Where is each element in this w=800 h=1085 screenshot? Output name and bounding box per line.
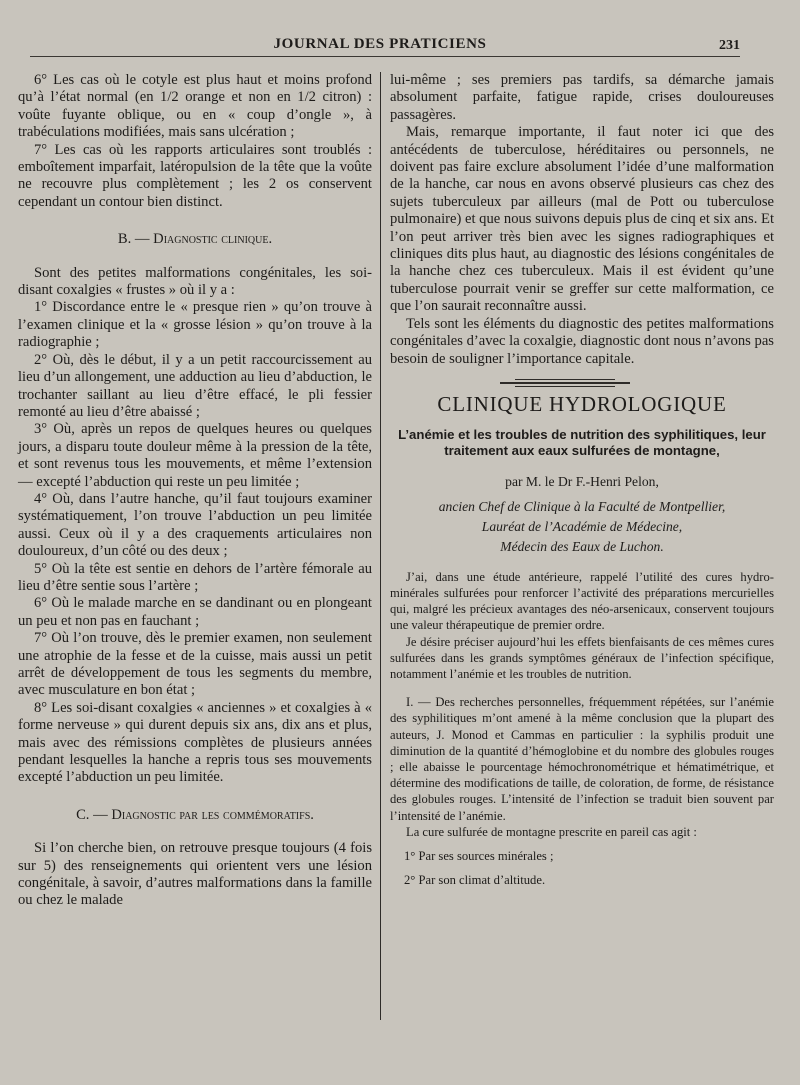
list-item: 2° Par son climat d’altitude.: [404, 873, 546, 888]
article-byline: par M. le Dr F.-Henri Pelon,: [505, 474, 659, 490]
page-number: 231: [719, 38, 740, 53]
list-item: 6° Où le malade marche en se dandinant ou en plongeant un peu et non pas en fauchant ;: [18, 595, 372, 629]
section-b-intro: Sont des petites malformations congénitales, les soi-disant coxalgies « frustes » où il y a :: [18, 264, 372, 299]
paragraph-item-6: 6° Les cas où le cotyle est plus haut et moins profond qu’à l’état normal (en 1/2 orange et non en 1/2 citron) : voûte fuyante oblique, ou en « coup d’ongle », à trabéculations modifiées, mais sans ulcération ;: [18, 72, 372, 141]
affiliation-line: Lauréat de l’Académie de Médecine,: [481, 518, 683, 534]
section-b-heading: B. — Diagnostic clinique.: [117, 231, 273, 248]
right-column: [390, 72, 774, 888]
article-paragraph: La cure sulfurée de montagne prescrite en pareil cas agit :: [406, 824, 697, 839]
list-item: 7° Où l’on trouve, dès le premier examen, non seulement une atrophie de la fesse et de la cuisse, mais aussi un petit arrêt de développement de tous les segments du membre, avec musculature en bon état ;: [18, 630, 372, 699]
list-item: 5° Où la tête est sentie en dehors de l’artère fémorale au lieu d’être sentie sous l’artère ;: [18, 560, 372, 594]
affiliation-line: Médecin des Eaux de Luchon.: [500, 538, 664, 554]
running-header: [0, 30, 800, 60]
article-list: [390, 848, 774, 888]
list-item: 8° Les soi-disant coxalgies « anciennes » et coxalgies à « forme nerveuse » qui durent depuis six ans, dix ans et plus, mais avec des rémissions complètes de plusieurs années pendant lesquelles la hanche a repris tous ses mouvements excepté l’abduction un peu limitée.: [18, 699, 372, 786]
column-divider: [380, 72, 381, 1020]
header-rule: [30, 56, 740, 57]
section-separator: [390, 376, 774, 388]
affiliation-line: ancien Chef de Clinique à la Faculté de Montpellier,: [438, 498, 726, 514]
paragraph-item-7: 7° Les cas où les rapports articulaires sont troublés : emboîtement imparfait, latéropulsion de la tête que la voûte ne recouvre plus complètement ; les 2 os conservent cependant un contour bien distinct.: [18, 141, 372, 210]
article-paragraph: J’ai, dans une étude antérieure, rappelé l’utilité des cures hydro-minérales sulfurées pour renforcer l’activité des préparations mercurielles qui, malgré les précieux avantages des néo-arsenicaux, conservent toujours une valeur thérapeutique de premier ordre.: [390, 569, 774, 633]
journal-title: JOURNAL DES PRATICIENS: [273, 36, 487, 52]
list-item: 4° Où, dans l’autre hanche, qu’il faut toujours examiner systématiquement, l’on trouve l’abduction un peu limitée aussi. Ceux où il y a des craquements articulaires non douloureux, d’un côté ou des deux ;: [18, 490, 372, 560]
list-item: 1° Discordance entre le « presque rien » qu’on trouve à l’examen clinique et la « grosse lésion » qu’on trouve à la radiographie ;: [18, 299, 372, 351]
article-title: L’anémie et les troubles de nutrition des syphilitiques, leur traitement aux eaux sulfurées de montagne,: [398, 427, 766, 459]
paragraph-mais: Mais, remarque importante, il faut noter ici que des antécédents de tuberculose, héréditaires ou personnels, ne doivent pas faire exclure absolument l’idée d’une malformation de la hanche, car nous en avons observé plusieurs cas chez des sujets tuberculeux par ailleurs (mal de Pott ou tuberculose pulmonaire) et que nous suivons depuis plus de cinq et six ans. Et l’on peut arriver très bien avec les signes radiographiques et cliniques dits plus haut, au diagnostic des lésions congénitales de la hanche chez ces tuberculeux. Mais il est évident qu’une tuberculose pourrait venir se greffer sur cette malformation, ce que l’on saurait reconnaître aussi.: [390, 124, 774, 315]
section-heading: CLINIQUE HYDROLOGIQUE: [437, 391, 727, 416]
list-item: 2° Où, dès le début, il y a un petit raccourcissement au lieu d’un allongement, une adduction au lieu d’abduction, le trochanter saillant au lieu d’être effacé, le pli fessier remonté au lieu d’être abaissé ;: [18, 351, 372, 420]
paragraph-tels: Tels sont les éléments du diagnostic des petites malformations congénitales d’avec la coxalgie, diagnostic dont nous n’avons pas besoin de souligner l’importance capitale.: [390, 315, 774, 367]
left-column: [18, 72, 372, 910]
article-paragraph: I. — Des recherches personnelles, fréquemment répétées, sur l’anémie des syphilitiques m’ont amené à la même conclusion que la plupart des auteurs, J. Monod et Cammas en particulier : la syphilis produit une diminution de la quantité d’hémoglobine et du nombre des globules rouges ; elle abaisse le pourcentage hémochronométrique et hématimétrique, et détermine des modifications de taille, de coloration, de forme, de résistance des globules rouges. L’intensité de l’infection se traduit bien souvent par l’intensité de l’anémie.: [390, 695, 774, 823]
author-affiliation: [390, 497, 774, 557]
section-c-heading: C. — Diagnostic par les commémoratifs.: [76, 806, 314, 823]
list-item: 1° Par ses sources minérales ;: [404, 848, 554, 863]
continued-paragraph: lui-même ; ses premiers pas tardifs, sa démarche jamais absolument parfaite, fatigue rapide, crises douloureuses passagères.: [390, 72, 774, 123]
article-body: [390, 569, 774, 889]
section-c-paragraph: Si l’on cherche bien, on retrouve presque toujours (4 fois sur 5) des renseignements qui orientent vers une lésion congénitale, à savoir, d’autres malformations dans la famille ou chez le malade: [18, 840, 372, 909]
article-paragraph: Je désire préciser aujourd’hui les effets bienfaisants de ces mêmes cures sulfurées dans les grands symptômes généraux de l’infection spécifique, notamment l’anémie et les troubles de nutrition.: [390, 634, 774, 681]
list-item: 3° Où, après un repos de quelques heures ou quelques jours, a disparu toute douleur même à la pression de la tête, et sont revenus tous les mouvements, et même l’extension — excepté l’abduction qui reste un peu limitée ;: [18, 421, 372, 490]
